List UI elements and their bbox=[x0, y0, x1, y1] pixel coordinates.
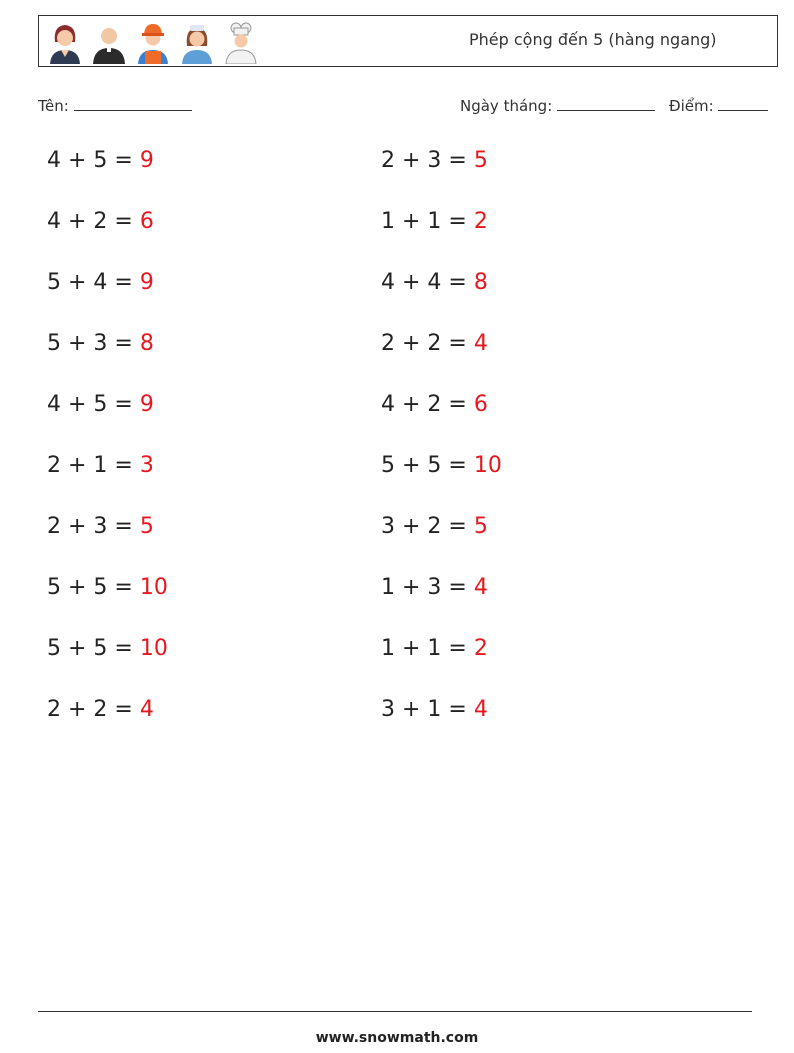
problem-question: 4 + 4 = bbox=[381, 270, 467, 295]
date-blank[interactable] bbox=[557, 94, 655, 111]
problem-answer: 2 bbox=[473, 636, 488, 661]
problem-question: 3 + 2 = bbox=[381, 514, 467, 539]
problem-answer: 4 bbox=[473, 575, 488, 600]
problem-question: 4 + 2 = bbox=[381, 392, 467, 417]
problem-question: 5 + 5 = bbox=[47, 575, 133, 600]
problem-answer: 2 bbox=[473, 209, 488, 234]
problem-answer: 5 bbox=[473, 514, 488, 539]
problem-question: 1 + 1 = bbox=[381, 636, 467, 661]
problem-question: 2 + 2 = bbox=[381, 331, 467, 356]
problem-question: 2 + 1 = bbox=[47, 453, 133, 478]
problem-item bbox=[47, 331, 154, 356]
problem-question: 4 + 2 = bbox=[47, 209, 133, 234]
problem-item bbox=[47, 148, 154, 173]
problem-question: 4 + 5 = bbox=[47, 148, 133, 173]
problem-question: 3 + 1 = bbox=[381, 697, 467, 722]
name-field[interactable] bbox=[38, 94, 192, 115]
problem-item bbox=[47, 270, 154, 295]
problem-answer: 4 bbox=[139, 697, 154, 722]
problem-answer: 3 bbox=[139, 453, 154, 478]
problem-question: 5 + 3 = bbox=[47, 331, 133, 356]
problem-item bbox=[381, 453, 502, 478]
problem-item bbox=[47, 209, 154, 234]
problem-item bbox=[381, 209, 488, 234]
problem-question: 5 + 5 = bbox=[381, 453, 467, 478]
worksheet-title: Phép cộng đến 5 (hàng ngang) bbox=[469, 30, 717, 49]
date-field[interactable] bbox=[460, 94, 655, 115]
problem-item bbox=[47, 453, 154, 478]
problem-item bbox=[47, 392, 154, 417]
problem-answer: 10 bbox=[139, 575, 168, 600]
problem-item bbox=[381, 148, 488, 173]
chef-avatar-icon bbox=[223, 20, 259, 64]
problem-item bbox=[47, 514, 154, 539]
date-label: Ngày tháng: bbox=[460, 97, 553, 115]
worksheet-header bbox=[38, 15, 778, 67]
problem-answer: 4 bbox=[473, 697, 488, 722]
construction-worker-avatar-icon bbox=[135, 20, 171, 64]
problem-question: 2 + 2 = bbox=[47, 697, 133, 722]
problem-item bbox=[381, 331, 488, 356]
problem-item bbox=[381, 697, 488, 722]
problem-answer: 8 bbox=[473, 270, 488, 295]
problem-item bbox=[381, 575, 488, 600]
avatar-row bbox=[47, 20, 259, 64]
problem-item bbox=[47, 636, 168, 661]
footer-url: www.snowmath.com bbox=[315, 1030, 479, 1046]
problem-question: 1 + 1 = bbox=[381, 209, 467, 234]
name-label: Tên: bbox=[38, 97, 69, 115]
problem-item bbox=[47, 575, 168, 600]
problem-answer: 9 bbox=[139, 392, 154, 417]
problem-answer: 10 bbox=[139, 636, 168, 661]
name-blank[interactable] bbox=[74, 94, 192, 111]
priest-avatar-icon bbox=[91, 20, 127, 64]
problem-item bbox=[47, 697, 154, 722]
problem-item bbox=[381, 392, 488, 417]
score-label: Điểm: bbox=[669, 97, 714, 115]
nurse-avatar-icon bbox=[179, 20, 215, 64]
problem-answer: 5 bbox=[139, 514, 154, 539]
problem-question: 5 + 4 = bbox=[47, 270, 133, 295]
footer-divider bbox=[38, 1011, 752, 1012]
problem-answer: 5 bbox=[473, 148, 488, 173]
problem-answer: 9 bbox=[139, 270, 154, 295]
problem-item bbox=[381, 636, 488, 661]
problem-answer: 4 bbox=[473, 331, 488, 356]
problem-question: 1 + 3 = bbox=[381, 575, 467, 600]
score-blank[interactable] bbox=[718, 94, 768, 111]
problem-question: 4 + 5 = bbox=[47, 392, 133, 417]
problem-item bbox=[381, 270, 488, 295]
problem-question: 2 + 3 = bbox=[381, 148, 467, 173]
woman-avatar-icon bbox=[47, 20, 83, 64]
problem-answer: 9 bbox=[139, 148, 154, 173]
problem-item bbox=[381, 514, 488, 539]
score-field[interactable] bbox=[669, 94, 768, 115]
problem-question: 2 + 3 = bbox=[47, 514, 133, 539]
problem-answer: 6 bbox=[473, 392, 488, 417]
problem-answer: 10 bbox=[473, 453, 502, 478]
problem-question: 5 + 5 = bbox=[47, 636, 133, 661]
problem-answer: 8 bbox=[139, 331, 154, 356]
problem-answer: 6 bbox=[139, 209, 154, 234]
